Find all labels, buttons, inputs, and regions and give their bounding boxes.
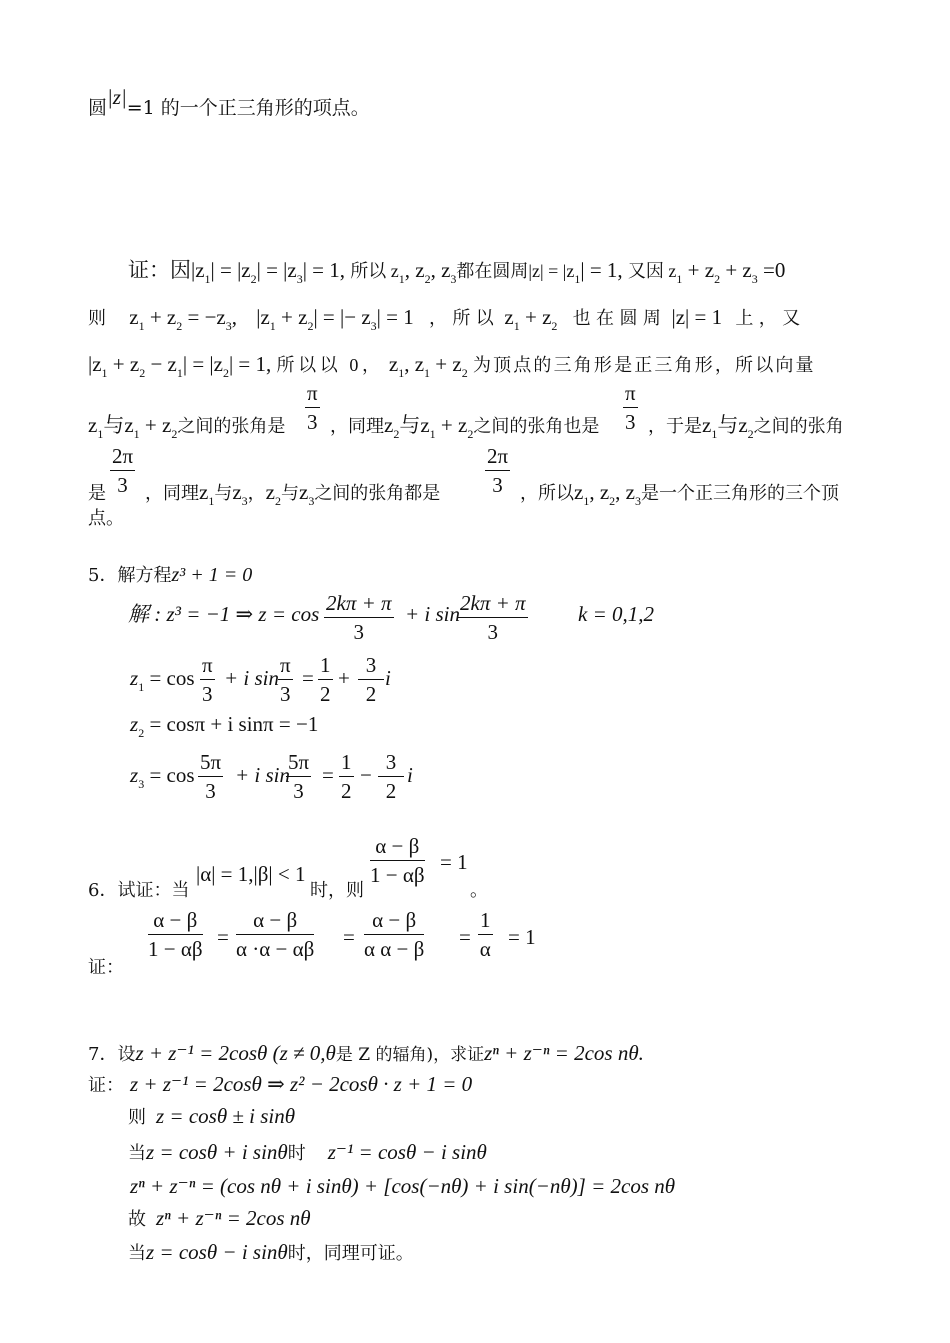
fraction-pi-over-3-a: π 3 bbox=[307, 381, 318, 434]
problem5-z1-i: i bbox=[385, 666, 391, 690]
problem5-z3-i: i bbox=[407, 763, 413, 787]
problem6-eq-a: = bbox=[217, 925, 229, 949]
fraction-2pi-over-3-b: 2π 3 bbox=[487, 444, 509, 497]
problem5-z3-minus: − bbox=[360, 763, 372, 787]
problem5-z3-isin: + i sin bbox=[235, 763, 291, 787]
problem7-line3: 当z = cosθ + i sinθ时 z⁻¹ = cosθ − i sinθ bbox=[128, 1140, 487, 1164]
problem6-proof-frac4: 1 α bbox=[479, 908, 491, 961]
problem5-plus-isin: + i sin bbox=[405, 602, 461, 626]
problem6-claim-eq: = 1 bbox=[440, 850, 468, 874]
proof4-line4-end: ，于是$z_1$与$z_2$之间的张角 bbox=[648, 413, 844, 441]
fraction-pi-over-3-b: π 3 bbox=[625, 381, 636, 434]
problem5-z2: $z_2 = \cos\pi + i$ sinπ = −1 bbox=[130, 712, 319, 740]
problem5-frac-cos: 2kπ + π 3 bbox=[326, 591, 392, 644]
problem5-solution-line: 解 : z³ = −1 ⇒ z = cos bbox=[128, 602, 320, 626]
proof4-line5: 是 bbox=[88, 483, 106, 503]
problem6-proof-frac1: α − β 1 − αβ bbox=[148, 908, 203, 961]
problem6-condition: |α| = 1,|β| < 1 bbox=[196, 862, 306, 886]
proof4-line4-mid: ，同理$z_2$与$z_1 + z_2$之间的张角也是 bbox=[330, 413, 600, 441]
problem7-line4: zⁿ + z⁻ⁿ = (cos nθ + i sinθ) + [cos(−nθ) + i sin(−nθ)] = 2cos nθ bbox=[130, 1174, 676, 1198]
abs-z: |z| bbox=[107, 85, 127, 109]
problem7-proof-line1: 证： z + z⁻¹ = 2cosθ ⇒ z² − 2cosθ · z + 1 = 0 bbox=[88, 1072, 473, 1096]
problem5-z1-pi-3-b: π 3 bbox=[280, 653, 291, 706]
intro-text-end: =1 的一个正三角形的项点。 bbox=[126, 97, 370, 119]
fraction-2pi-over-3-a: 2π 3 bbox=[112, 444, 134, 497]
problem5-z1-eq: = bbox=[302, 666, 314, 690]
problem6-title: 6．试证：当 bbox=[88, 880, 190, 901]
problem5-z1: $z_1 = \cos$ bbox=[130, 666, 195, 694]
proof4-line6: 点。 bbox=[88, 508, 124, 529]
problem5-z3-5pi-3-b: 5π 3 bbox=[288, 750, 310, 803]
problem6-eq-b: = bbox=[343, 925, 355, 949]
problem5-title: 5．解方程z³ + 1 = 0 bbox=[88, 564, 253, 586]
problem6-claim-frac: α − β 1 − αβ bbox=[370, 834, 425, 887]
problem7-line6: 当z = cosθ − i sinθ时，同理可证。 bbox=[128, 1240, 414, 1264]
problem5-z3-eq: = bbox=[322, 763, 334, 787]
proof4-line3: $|z_1 + z_2 - z_1| = |z_2| = 1$, 所以以 0， $z_1$, $z_1 + z_2$ 为顶点的三角形是正三角形，所以向量 bbox=[88, 352, 816, 380]
problem7-line5: 故 zⁿ + z⁻ⁿ = 2cos nθ bbox=[128, 1206, 311, 1230]
problem6-eq-c: = bbox=[459, 925, 471, 949]
problem5-z1-sqrt3-half: 3 2 bbox=[358, 655, 384, 705]
problem5-z3: $z_3 = \cos$ bbox=[130, 763, 195, 791]
problem6-proof-frac3: α − β α α − β bbox=[364, 908, 425, 961]
problem5-z1-pi-3-a: π 3 bbox=[202, 653, 213, 706]
problem5-z3-5pi-3-a: 5π 3 bbox=[200, 750, 222, 803]
problem5-frac-sin: 2kπ + π 3 bbox=[460, 591, 526, 644]
proof4-line2: 则 $z_1 + z_2 = -z_3$, $|z_1 + z_2|$ = |− $z_3| = 1$ ，所以 $z_1 + z_2$ 也在圆周 |z| = 1 上，又 bbox=[88, 305, 806, 333]
problem7-line2: 则 z = cosθ ± i sinθ bbox=[128, 1104, 296, 1128]
problem6-period: 。 bbox=[470, 880, 488, 901]
problem6-proof-frac2: α − β α ·α − αβ bbox=[236, 908, 315, 961]
proof4-line5-mid: ，同理$z_1$与$z_3$，$z_2$与$z_3$之间的张角都是 bbox=[145, 480, 441, 508]
proof4-line1: 证：因$|z_1| = |z_2| = |z_3| = 1$, 所以 $z_1$, $z_2$, $z_3$都在圆周$|z| = |z_1| = 1$, 又因 $z_1 + z_2 + z_3 =0$ bbox=[128, 258, 786, 286]
intro-line bbox=[88, 85, 370, 120]
proof4-line4: $z_1$与$z_1 + z_2$之间的张角是 bbox=[88, 413, 286, 441]
problem5-z1-plus: + bbox=[338, 666, 350, 690]
problem7-title: 7．设z + z⁻¹ = 2cosθ (z ≠ 0,θ是 Z 的辐角)，求证zⁿ + z⁻ⁿ = 2cos nθ. bbox=[88, 1041, 644, 1065]
problem6-then: 时，则 bbox=[310, 880, 364, 901]
problem6-proof-label: 证： bbox=[88, 957, 124, 978]
problem5-z1-half: 1 2 bbox=[320, 653, 331, 706]
problem5-z3-sqrt3-half: 3 2 bbox=[378, 752, 404, 802]
problem5-z3-half: 1 2 bbox=[341, 750, 352, 803]
intro-text-start: 圆 bbox=[88, 97, 108, 119]
problem5-z1-isin: + i sin bbox=[224, 666, 280, 690]
proof4-line5-end: ，所以$z_1$, $z_2$, $z_3$是一个正三角形的三个顶 bbox=[520, 480, 839, 508]
problem6-eq-one: = 1 bbox=[508, 925, 536, 949]
problem5-k-values: k = 0,1,2 bbox=[578, 602, 654, 626]
